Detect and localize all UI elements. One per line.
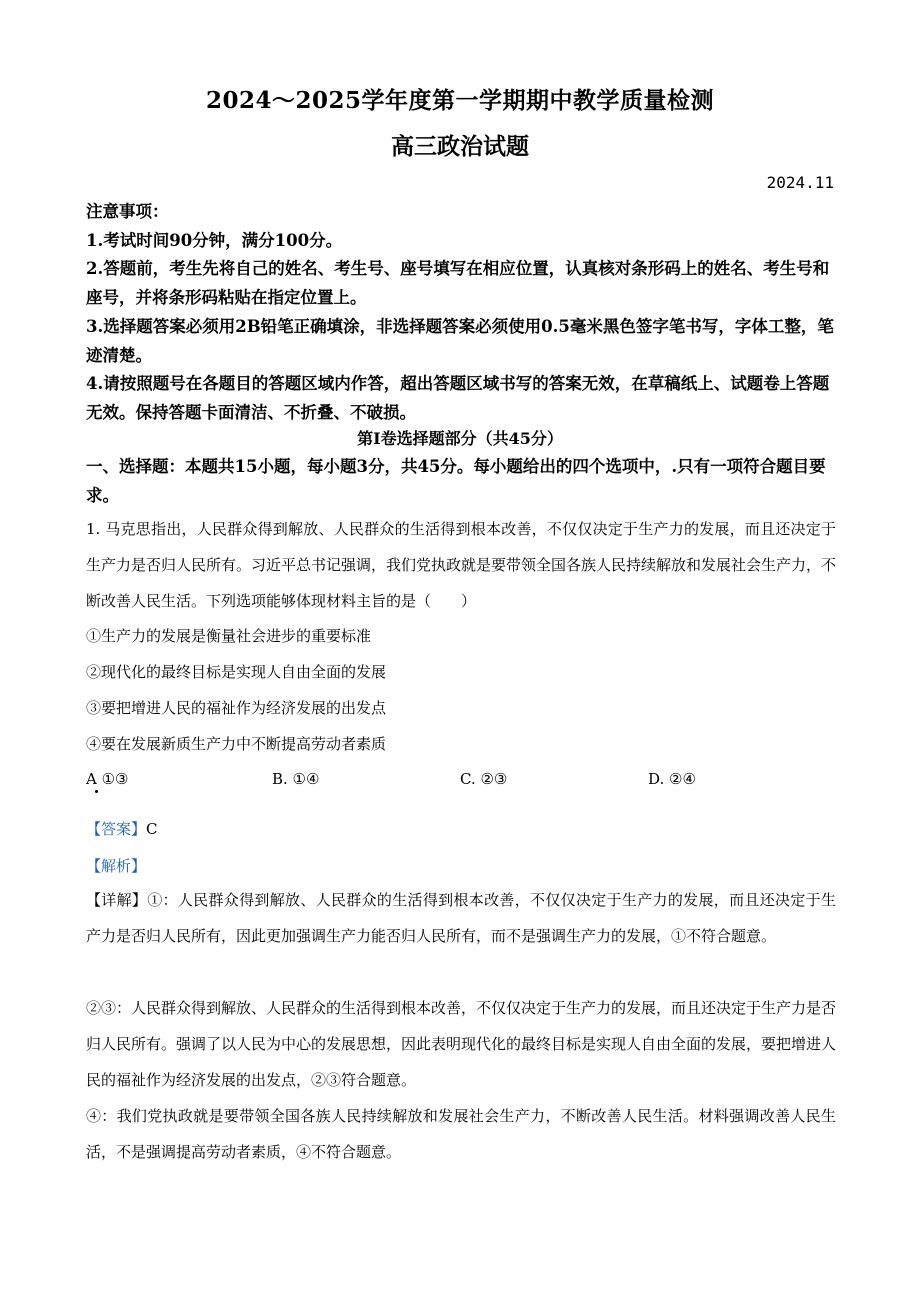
analysis-tag: 【解析】 <box>86 857 147 875</box>
explanation-1 <box>86 883 836 955</box>
choice-b: B. ①④ <box>272 770 320 788</box>
answer-tag: 【答案】 <box>86 820 147 838</box>
explanation-2: ②③：人民群众得到解放、人民群众的生活得到根本改善，不仅仅决定于生产力的发展，而且还决定于生产力是否归人民所有。强调了以人民为中心的发展思想，因此表明现代化的最终目标是实现人自由全面的发展，要把增进人民的福祉作为经济发展的出发点，②③符合题意。 <box>86 999 837 1089</box>
notes-item: 1.考试时间90分钟，满分100分。 <box>86 230 343 250</box>
explanation-3: ④：我们党执政就是要带领全国各族人民持续解放和发展社会生产力，不断改善人民生活。材料强调改善人民生活，不是强调提高劳动者素质，④不符合题意。 <box>86 1107 836 1161</box>
part1-heading: 第Ⅰ卷选择题部分（共45分） <box>357 429 563 448</box>
notes-item: 2.答题前，考生先将自己的姓名、考生号、座号填写在相应位置，认真核对条形码上的姓名、考生号和座号，并将条形码粘贴在指定位置上。 <box>86 259 830 308</box>
choice-d: D. ②④ <box>648 770 696 788</box>
detail-tag: 【详解】 <box>86 891 148 909</box>
section-instructions: 一、选择题：本题共15小题，每小题3分，共45分。每小题给出的四个选项中，.只有一项符合题目要求。 <box>86 457 826 505</box>
notes-section <box>86 198 836 428</box>
exam-subtitle: 高三政治试题 <box>391 133 529 160</box>
notes-heading: 注意事项： <box>86 202 169 221</box>
answer-line <box>86 818 158 839</box>
notes-item: 3.选择题答案必须用2B铅笔正确填涂，非选择题答案必须使用0.5毫米黑色签字笔书写，字体工整，笔迹清楚。 <box>86 316 834 365</box>
question-stem: 1. 马克思指出，人民群众得到解放、人民群众的生活得到根本改善，不仅仅决定于生产力的发展，而且还决定于生产力是否归人民所有。习近平总书记强调，我们党执政就是要带领全国各族人民持续解放和发展社会生产力，不断改善人民生活。下列选项能够体现材料主旨的是（ ） <box>86 520 837 610</box>
exam-title: 2024～2025学年度第一学期期中教学质量检测 <box>205 87 715 114</box>
explanation-text: ①：人民群众得到解放、人民群众的生活得到根本改善，不仅仅决定于生产力的发展，而且还决定于生产力是否归人民所有，因此更加强调生产力能否归人民所有，而不是强调生产力的发展，①不符合题意。 <box>86 891 836 945</box>
notes-item: 4.请按照题号在各题目的答题区域内作答，超出答题区域书写的答案无效，在草稿纸上、试题卷上答题无效。保持答题卡面清洁、不折叠、不破损。 <box>86 374 830 422</box>
statement-2: ②现代化的最终目标是实现人自由全面的发展 <box>86 663 387 681</box>
stray-dot <box>95 790 98 793</box>
answer-value: C <box>146 820 158 838</box>
choice-c: C. ②③ <box>460 770 508 788</box>
statement-1: ①生产力的发展是衡量社会进步的重要标准 <box>86 627 372 645</box>
statement-4: ④要在发展新质生产力中不断提高劳动者素质 <box>86 735 387 753</box>
choice-a: A ①③ <box>86 770 129 788</box>
statement-3: ③要把增进人民的福祉作为经济发展的出发点 <box>86 699 387 717</box>
answer-choices <box>86 770 836 794</box>
exam-date: 2024.11 <box>766 173 834 192</box>
